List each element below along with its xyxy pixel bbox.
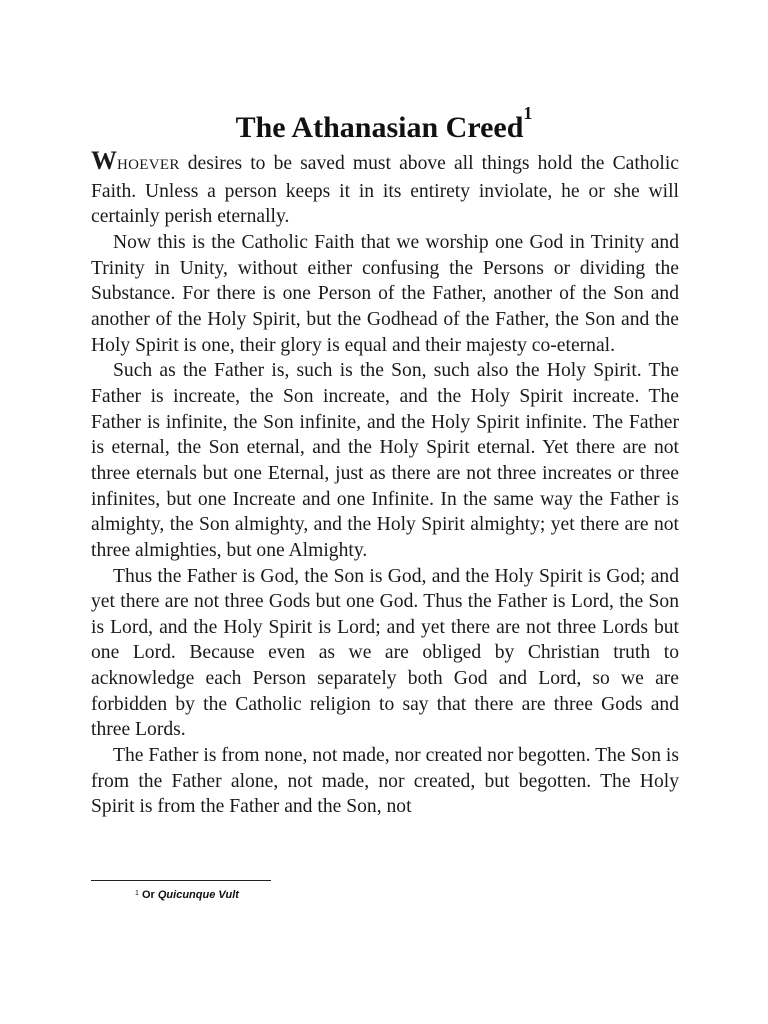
- paragraph-4: Thus the Father is God, the Son is God, and the Holy Spirit is God; and yet there are not three Gods but one God. Thus the Father is Lord, the Son is Lord, and the Holy Spirit is Lord; and yet there are not three Lords but one Lord. Because even as we are obliged by Christian truth to acknowledge each Person separately both God and Lord, so we are forbidden by the Catholic religion to say that there are three Gods and three Lords.: [91, 565, 679, 741]
- paragraph-3: Such as the Father is, such is the Son, such also the Holy Spirit. The Father is increate, the Son increate, and the Holy Spirit increate. The Father is infinite, the Son infinite, and the Holy Spirit infinite. The Father is eternal, the Son eternal, and the Holy Spirit eternal. Yet there are not three eternals but one Eternal, just as there are not three increates or three infinites, but one Increate and one Infinite. In the same way the Father is almighty, the Son almighty, and the Holy Spirit almighty; yet there are not three almighties, but one Almighty.: [91, 360, 679, 561]
- smallcaps-lead: HOEVER: [117, 157, 180, 173]
- footnote-title: Quicunque Vult: [157, 889, 239, 901]
- footnote-divider: [91, 880, 271, 881]
- title-text: The Athanasian Creed: [235, 111, 524, 145]
- footnote-label: Or: [141, 889, 155, 901]
- footnote: [135, 888, 239, 902]
- page-title: [0, 103, 768, 148]
- paragraph-1: [91, 146, 679, 230]
- body-text: [91, 146, 679, 820]
- title-footnote-marker: 1: [523, 103, 533, 124]
- paragraph-5: The Father is from none, not made, nor created nor begotten. The Son is from the Father alone, not made, nor created, but begotten. The Holy Spirit is from the Father and the Son, not: [91, 745, 679, 818]
- paragraph-1-text: desires to be saved must above all things hold the Catholic Faith. Unless a person keeps it in its entirety inviolate, he or she will certainly perish eternally.: [91, 153, 679, 228]
- footnote-number: 1: [135, 890, 139, 897]
- paragraph-2: Now this is the Catholic Faith that we worship one God in Trinity and Trinity in Unity, without either confusing the Persons or dividing the Substance. For there is one Person of the Father, another of the Son and another of the Holy Spirit, but the Godhead of the Father, the Son and the Holy Spirit is one, their glory is equal and their majesty co-eternal.: [91, 231, 679, 356]
- dropcap-letter: W: [91, 146, 117, 175]
